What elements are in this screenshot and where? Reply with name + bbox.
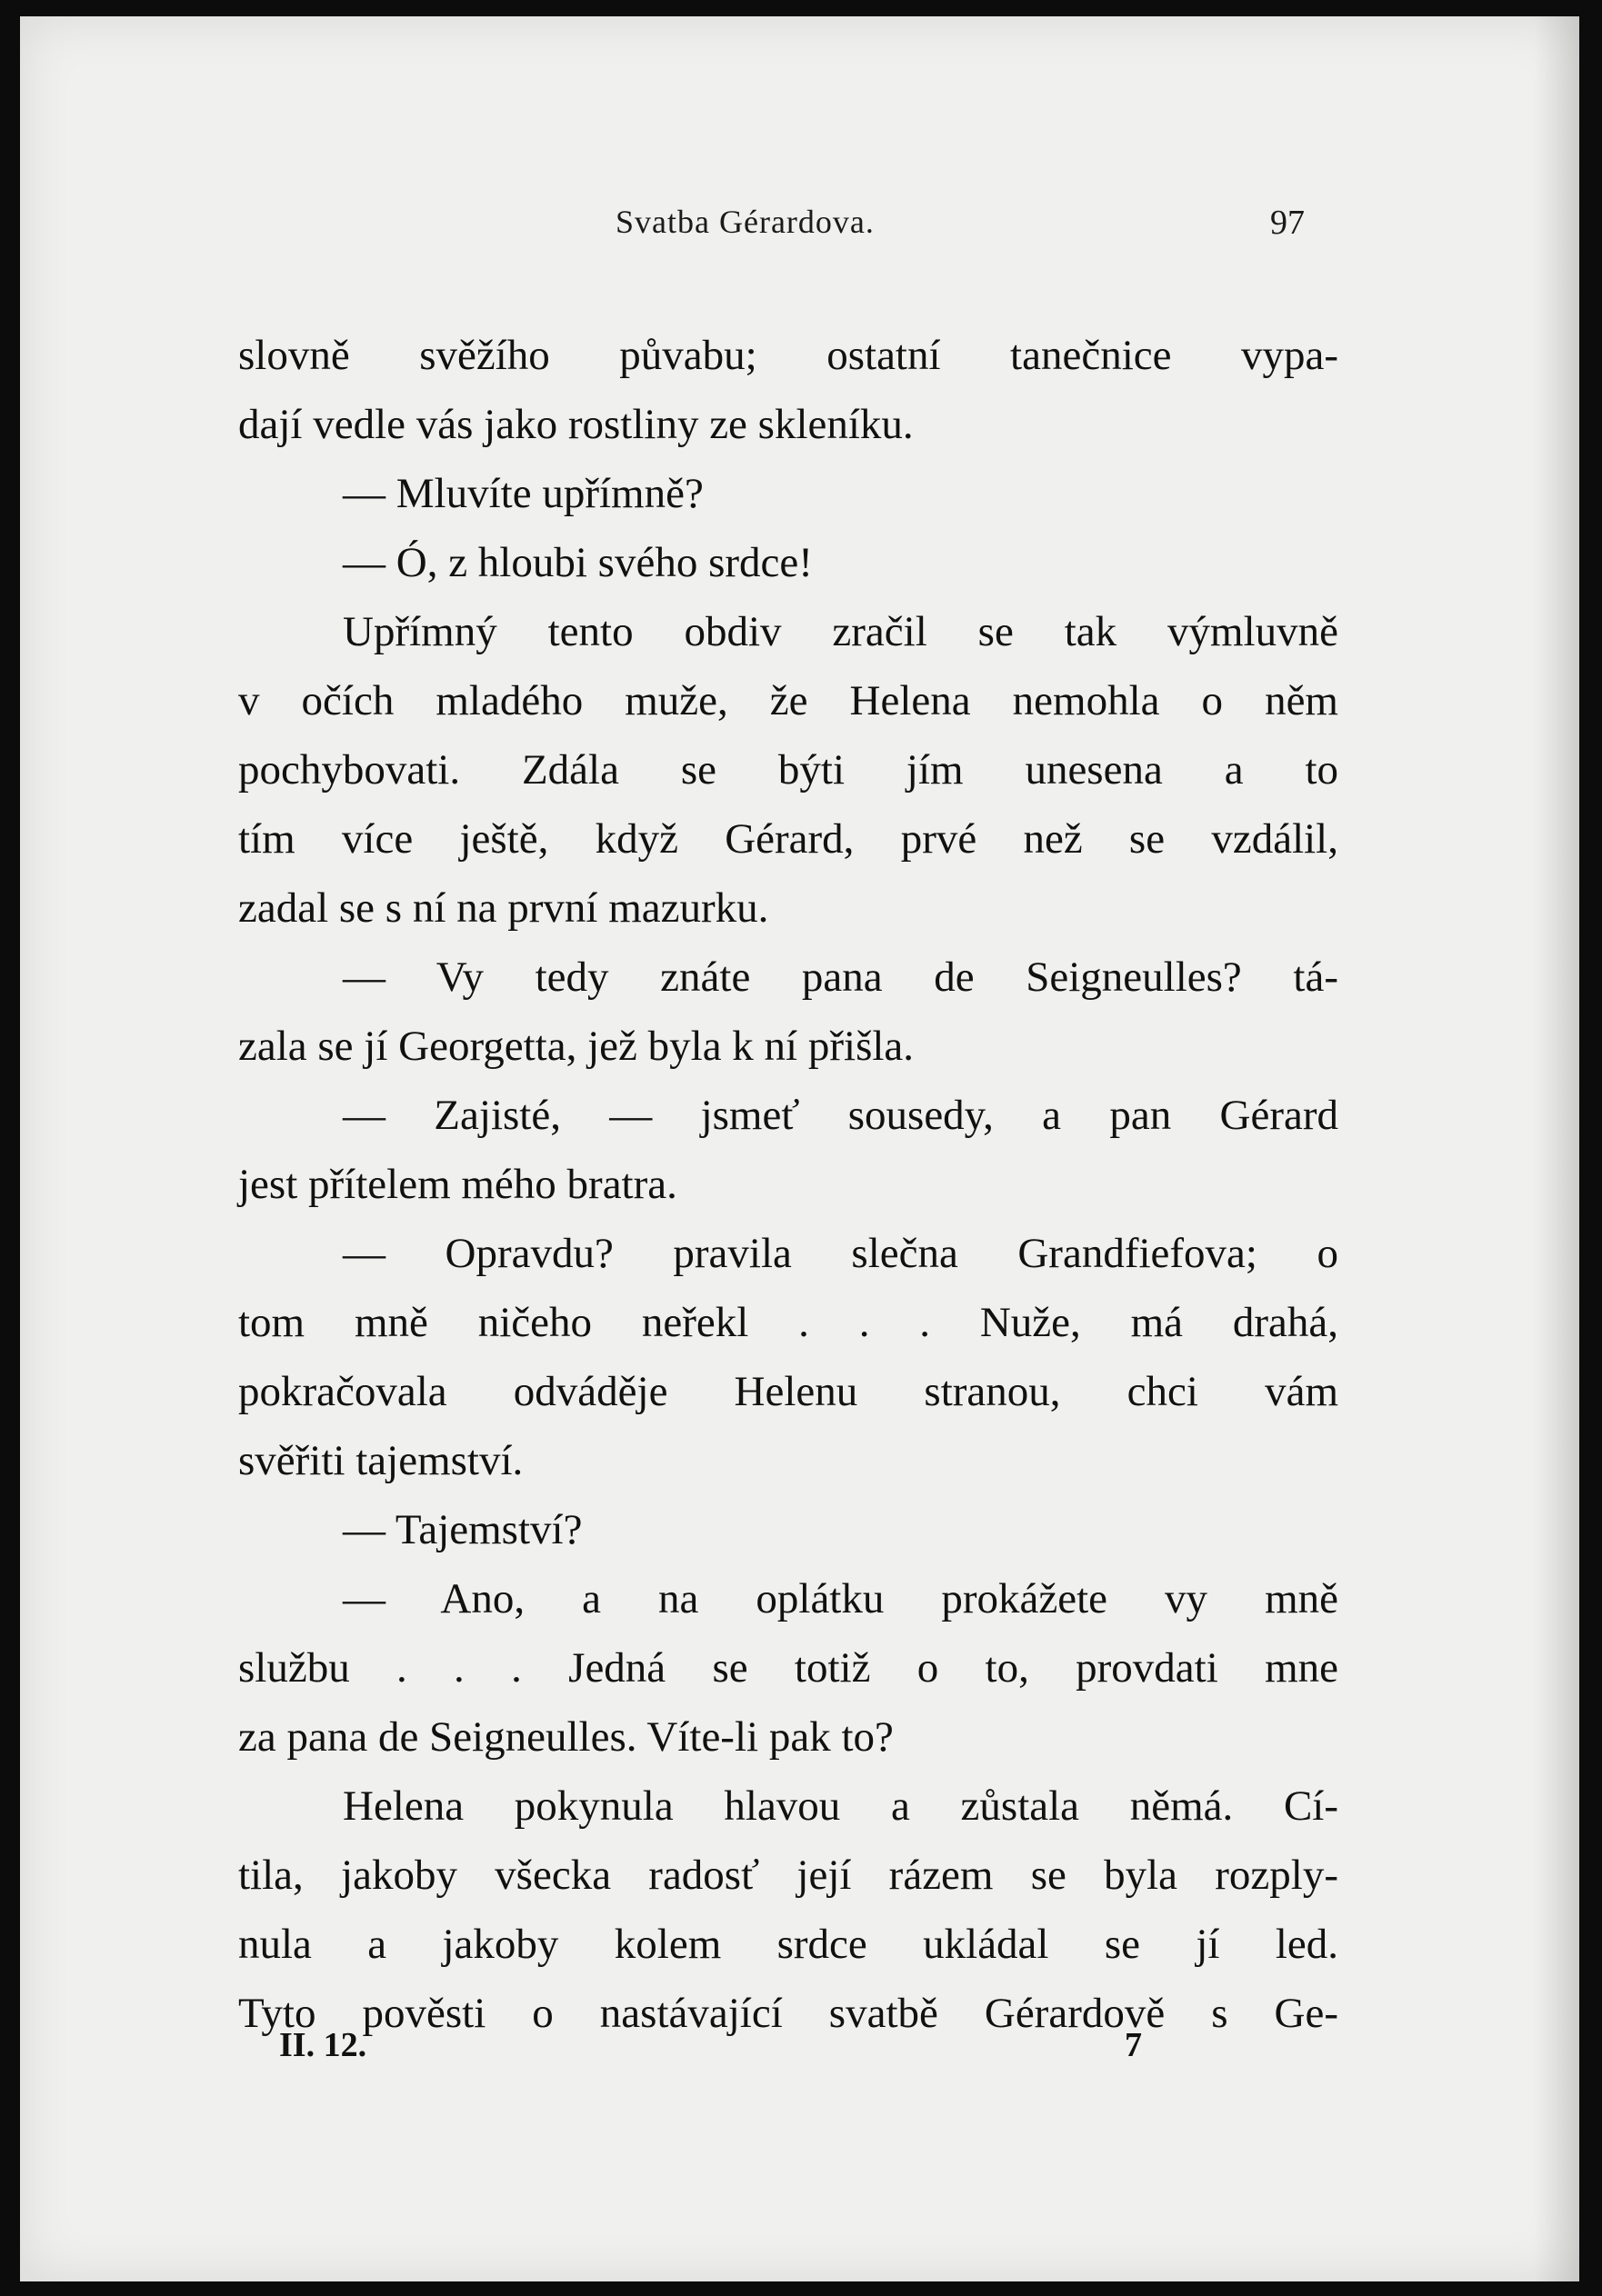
text-line: tila, jakoby všecka radosť její rázem se byla rozply- — [238, 1852, 1338, 1899]
text-line: jest přítelem mého bratra. — [238, 1161, 677, 1208]
text-line: zadal se s ní na první mazurku. — [238, 884, 769, 932]
text-line: službu . . . Jedná se totiž o to, provdati mne — [238, 1644, 1338, 1692]
text-line: dají vedle vás jako rostliny ze skleníku. — [238, 401, 914, 448]
text-line: Helena pokynula hlavou a zůstala němá. Cí- — [343, 1782, 1338, 1830]
text-line: — Opravdu? pravila slečna Grandfiefova; o — [343, 1230, 1338, 1277]
text-line: za pana de Seigneulles. Víte-li pak to? — [238, 1713, 894, 1761]
page-header — [20, 203, 1579, 248]
sheet-signature: II. 12. — [279, 2026, 367, 2064]
body-text — [238, 321, 1338, 2048]
text-line: — Vy tedy znáte pana de Seigneulles? tá- — [343, 953, 1338, 1001]
sheet-number: 7 — [1125, 2026, 1142, 2064]
text-line: — Tajemství? — [343, 1506, 583, 1553]
text-line: tom mně ničeho neřekl . . . Nuže, má drahá, — [238, 1299, 1338, 1346]
book-page — [20, 16, 1579, 2281]
text-line: slovně svěžího půvabu; ostatní tanečnice vypa- — [238, 332, 1338, 379]
page-edge-shadow — [1534, 16, 1579, 2281]
text-line: pokračovala odváděje Helenu stranou, chci vám — [238, 1368, 1338, 1415]
page-number: 97 — [1270, 204, 1305, 242]
text-line: svěřiti tajemství. — [238, 1437, 524, 1484]
text-line: — Ó, z hloubi svého srdce! — [343, 539, 813, 586]
running-title: Svatba Gérardova. — [616, 204, 875, 240]
text-line: — Ano, a na oplátku prokážete vy mně — [343, 1575, 1338, 1622]
text-line: pochybovati. Zdála se býti jím unesena a to — [238, 746, 1338, 794]
text-line: — Mluvíte upřímně? — [343, 470, 704, 517]
text-line: zala se jí Georgetta, jež byla k ní přišla. — [238, 1023, 915, 1070]
text-line: v očích mladého muže, že Helena nemohla o něm — [238, 677, 1338, 724]
text-line: Upřímný tento obdiv zračil se tak výmluvně — [343, 608, 1338, 655]
text-line: tím více ještě, když Gérard, prvé než se vzdálil, — [238, 815, 1338, 863]
text-line: nula a jakoby kolem srdce ukládal se jí led. — [238, 1921, 1338, 1968]
text-line: Tyto pověsti o nastávající svatbě Gérardově s Ge- — [238, 1990, 1338, 2037]
text-line: — Zajisté, — jsmeť sousedy, a pan Gérard — [343, 1092, 1338, 1139]
